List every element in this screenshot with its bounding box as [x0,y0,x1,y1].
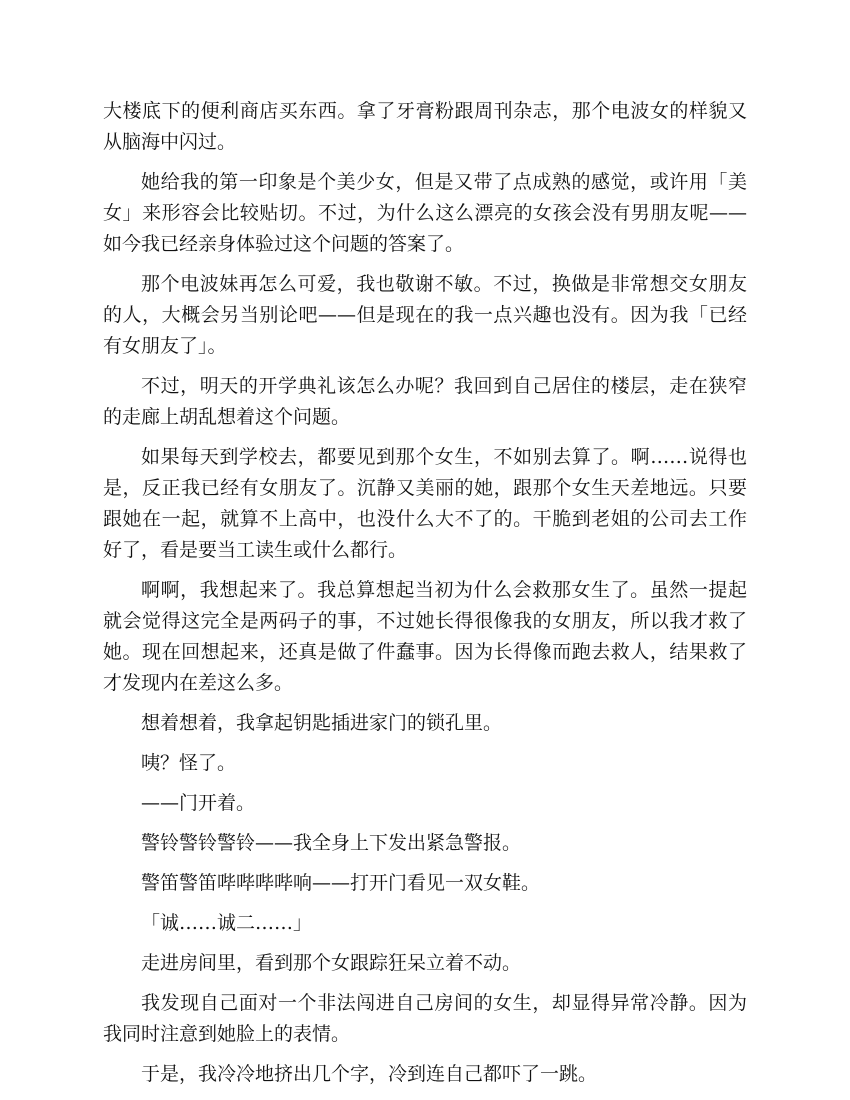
paragraph: 「诚……诚二……」 [141,912,313,934]
document-page [103,96,747,1099]
paragraph: 她给我的第一印象是个美少女，但是又带了点成熟的感觉，或许用「美女」来形容会比较贴切。不过，为什么这么漂亮的女孩会没有男朋友呢——如今我已经亲身体验过这个问题的答案了。 [103,171,747,255]
paragraph: 于是，我冷冷地挤出几个字，冷到连自己都吓了一跳。 [141,1063,598,1085]
paragraph: 走进房间里，看到那个女跟踪狂呆立着不动。 [141,952,522,974]
paragraph: 那个电波妹再怎么可爱，我也敬谢不敏。不过，换做是非常想交女朋友的人，大概会另当别论吧——但是现在的我一点兴趣也没有。因为我「已经有女朋友了」。 [103,273,747,357]
paragraph: 咦？怪了。 [141,752,237,774]
paragraph: 警铃警铃警铃——我全身上下发出紧急警报。 [141,832,522,854]
paragraph: 如果每天到学校去，都要见到那个女生，不如别去算了。啊……说得也是，反正我已经有女朋友了。沉静又美丽的她，跟那个女生天差地远。只要跟她在一起，就算不上高中，也没什么大不了的。干脆到老姐的公司去工作好了，看是要当工读生或什么都行。 [103,446,747,561]
paragraph: 想着想着，我拿起钥匙插进家门的锁孔里。 [141,712,503,734]
paragraph: 我发现自己面对一个非法闯进自己房间的女生，却显得异常冷静。因为我同时注意到她脸上的表情。 [103,992,747,1045]
paragraph: 啊啊，我想起来了。我总算想起当初为什么会救那女生了。虽然一提起就会觉得这完全是两码子的事，不过她长得很像我的女朋友，所以我才救了她。现在回想起来，还真是做了件蠢事。因为长得像而跑去救人，结果救了才发现内在差这么多。 [103,579,747,694]
paragraph: 不过，明天的开学典礼该怎么办呢？我回到自己居住的楼层，走在狭窄的走廊上胡乱想着这个问题。 [103,375,747,428]
paragraph: 大楼底下的便利商店买东西。拿了牙膏粉跟周刊杂志，那个电波女的样貌又从脑海中闪过。 [103,100,747,153]
paragraph: ——门开着。 [141,792,256,814]
paragraph: 警笛警笛哔哔哔哔响——打开门看见一双女鞋。 [141,872,541,894]
